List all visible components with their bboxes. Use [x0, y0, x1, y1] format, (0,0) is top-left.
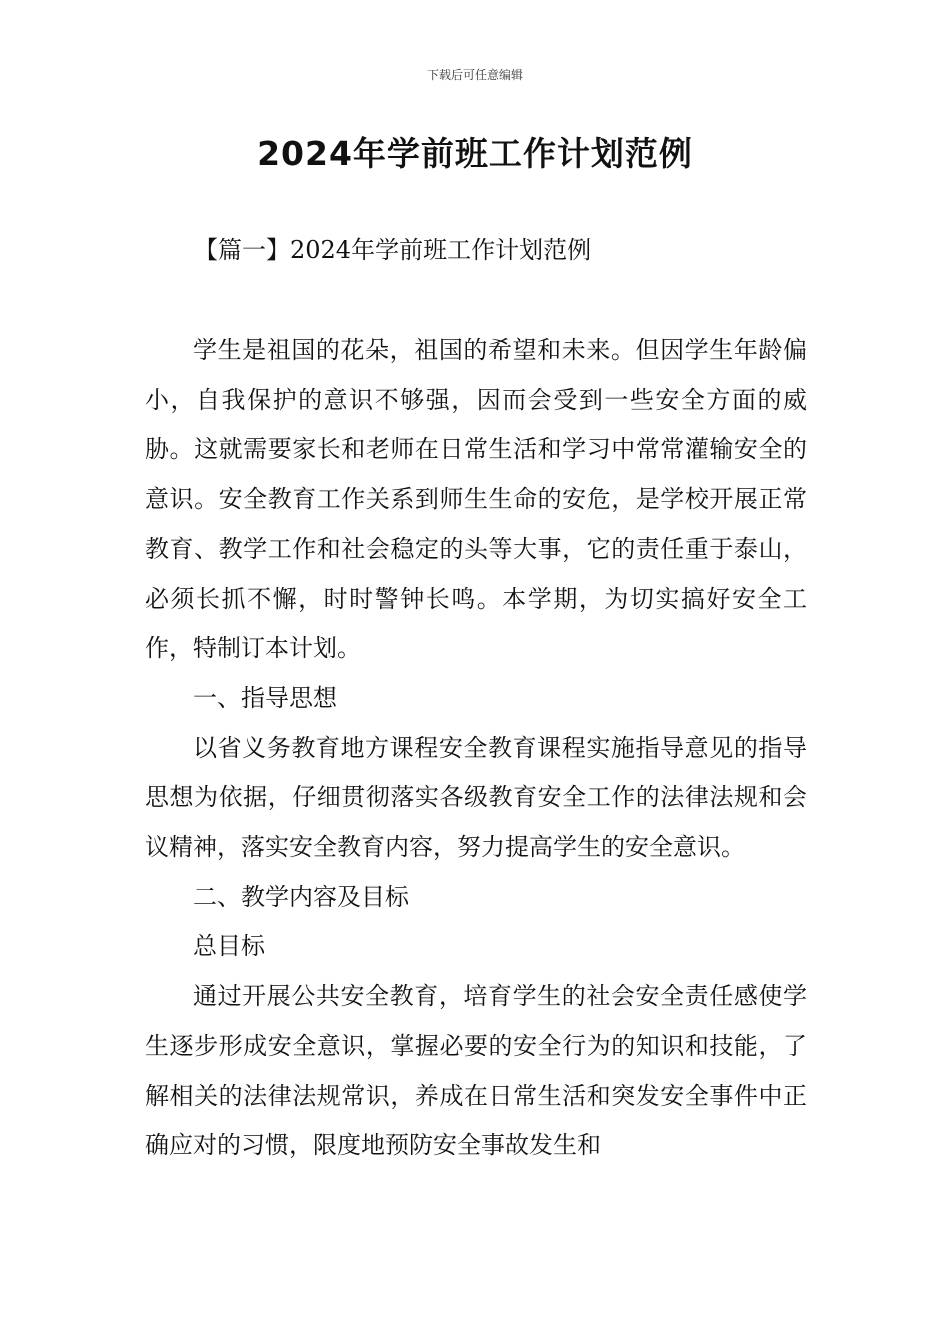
paragraph-intro: 学生是祖国的花朵，祖国的希望和未来。但因学生年龄偏小，自我保护的意识不够强，因而会受到一些安全方面的威胁。这就需要家长和老师在日常生活和学习中常常灌输安全的意识。安全教育工作关系到师生生命的安危，是学校开展正常教育、教学工作和社会稳定的头等大事，它的责任重于泰山，必须长抓不懈，时时警钟长鸣。本学期，为切实搞好安全工作，特制订本计划。: [145, 336, 807, 663]
heading-overall-goal: 总目标: [193, 932, 265, 961]
paragraph-guiding-ideology: 以省义务教育地方课程安全教育课程实施指导意见的指导思想为依据，仔细贯彻落实各级教育安全工作的法律法规和会议精神，落实安全教育内容，努力提高学生的安全意识。: [145, 733, 807, 862]
document-body: [145, 326, 807, 1171]
heading-content-goals: 二、教学内容及目标: [193, 882, 409, 911]
paragraph-overall-goal: 通过开展公共安全教育，培育学生的社会安全责任感使学生逐步形成安全意识，掌握必要的安全行为的知识和技能，了解相关的法律法规常识，养成在日常生活和突发安全事件中正确应对的习惯，限度地预防安全事故发生和: [145, 982, 807, 1160]
heading-guiding-ideology: 一、指导思想: [193, 683, 337, 712]
document-title: 2024年学前班工作计划范例: [257, 134, 693, 173]
section-subtitle: 【篇一】2024年学前班工作计划范例: [194, 236, 592, 264]
header-note: 下载后可任意编辑: [426, 68, 523, 82]
